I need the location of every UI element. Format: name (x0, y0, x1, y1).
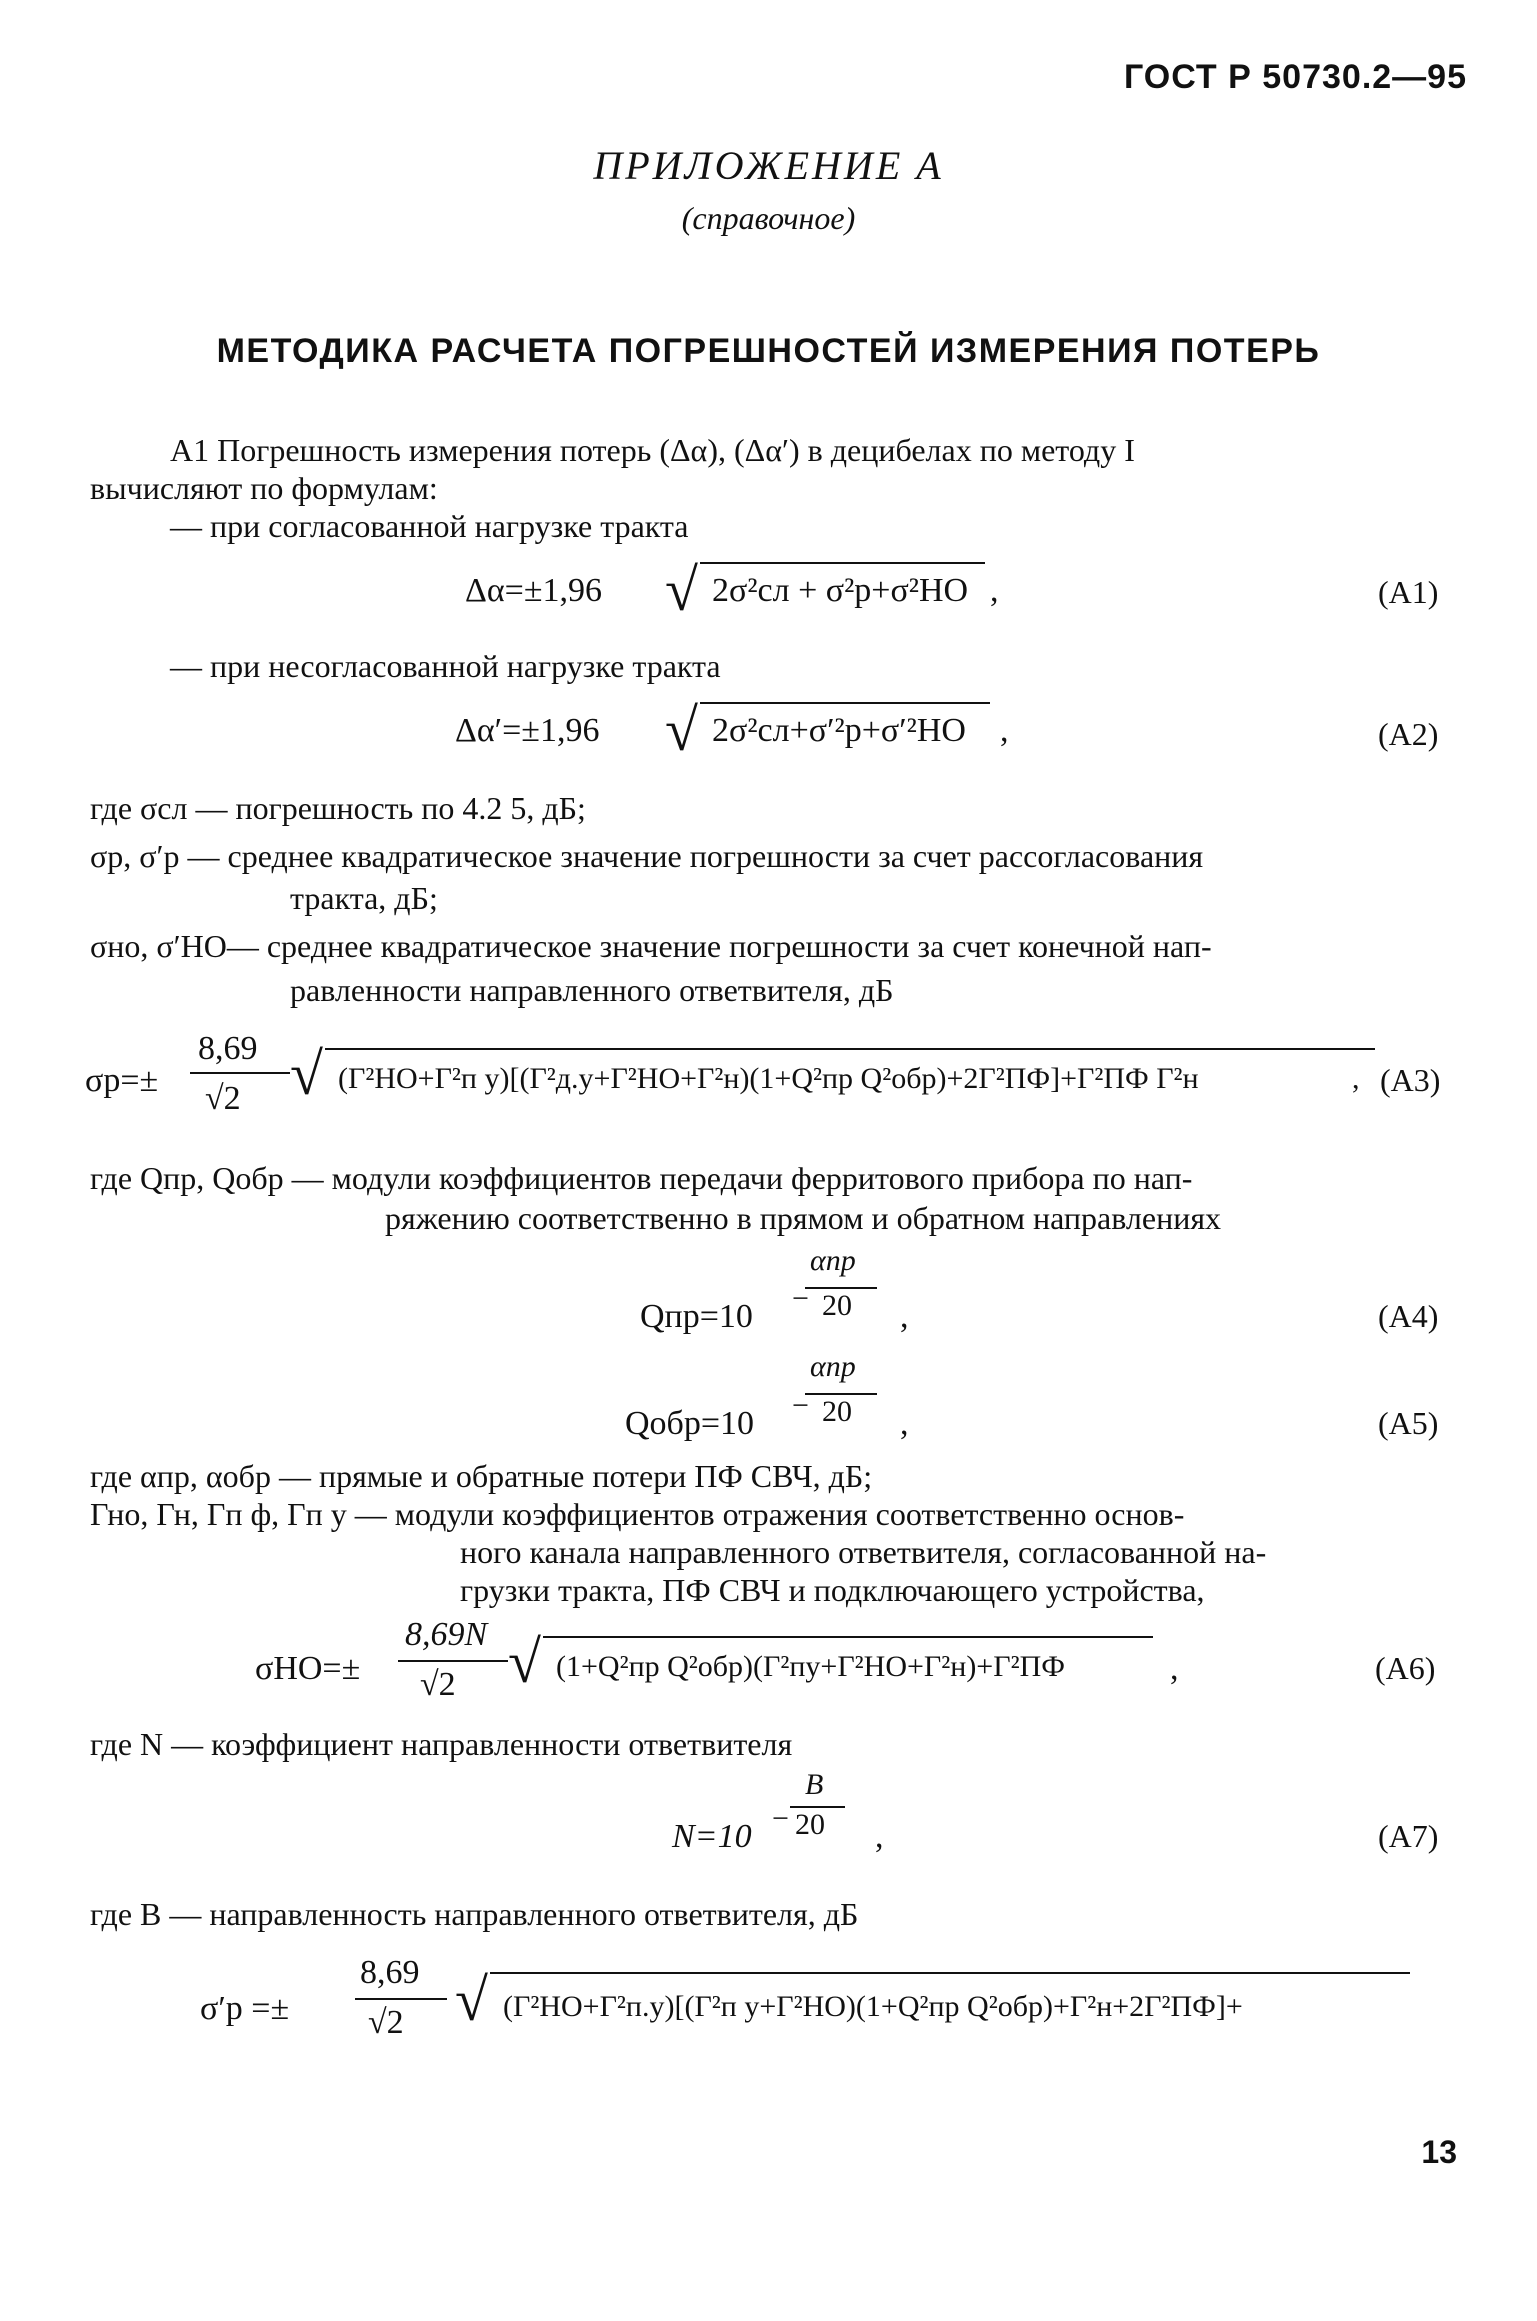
formula-a5-exp-den: 20 (822, 1395, 852, 1428)
radical-bar (490, 1972, 1410, 1974)
formula-a3-numerator: 8,69 (198, 1030, 258, 1067)
radical-bar (543, 1636, 1153, 1638)
formula-a8-denominator: √2 (368, 2004, 404, 2041)
formula-a3-lhs: σр=± (85, 1062, 159, 1099)
formula-a7-exp-den: 20 (795, 1808, 825, 1841)
formula-a7-comma: , (875, 1818, 884, 1855)
fraction-line (398, 1660, 508, 1662)
def-alpha: где αпр, αобр — прямые и обратные потери ПФ СВЧ, дБ; (90, 1458, 873, 1494)
formula-a6-number: (А6) (1375, 1650, 1436, 1686)
sqrt-icon: √ (665, 697, 698, 763)
formula-a6-comma: , (1170, 1650, 1179, 1687)
def-sigma-r-line1: σр, σ′р — среднее квадратическое значение погрешности за счет рассогласования (90, 838, 1204, 874)
formula-a4-number: (А4) (1378, 1298, 1439, 1334)
def-gamma-line1: Гно, Гн, Гп ф, Гп у — модули коэффициентов отражения соответственно основ- (90, 1496, 1185, 1532)
formula-a2-number: (А2) (1378, 716, 1439, 752)
formula-a8-lhs: σ′р =± (200, 1990, 290, 2027)
appendix-subtitle: (справочное) (681, 200, 856, 236)
formula-a1-comma: , (990, 572, 999, 609)
formula-a8-numerator: 8,69 (360, 1954, 420, 1991)
formula-a6-numerator: 8,69N (405, 1616, 488, 1653)
formula-a8-radicand: (Г²НО+Г²п.у)[(Г²п у+Г²НО)(1+Q²пр Q²обр)+Г²н+2Г²ПФ]+ (503, 1990, 1243, 2023)
formula-a5-number: (А5) (1378, 1405, 1439, 1441)
sqrt-icon: √ (508, 1629, 541, 1695)
formula-a5-exp-num: αпр (810, 1350, 856, 1383)
standard-header: ГОСТ Р 50730.2—95 (1123, 58, 1467, 96)
minus-sign: − (772, 1802, 789, 1835)
formula-a4-exp-den: 20 (822, 1289, 852, 1322)
formula-a3-denominator: √2 (205, 1080, 241, 1117)
def-q-line2: ряжению соответственно в прямом и обратном направлениях (385, 1200, 1222, 1236)
intro-line-2: вычисляют по формулам: (90, 470, 438, 506)
formula-a2-lhs: Δα′=±1,96 (455, 712, 600, 749)
intro-line-1: А1 Погрешность измерения потерь (Δα), (Δα′) в децибелах по методу I (170, 432, 1135, 468)
intro-case-1: — при согласованной нагрузке тракта (170, 508, 689, 544)
formula-a1-radicand: 2σ²сл + σ²р+σ²НО (712, 572, 969, 609)
def-sigma-no-line1: σно, σ′НО— среднее квадратическое значение погрешности за счет конечной нап- (90, 928, 1212, 964)
formula-a6-lhs: σНО=± (255, 1650, 361, 1687)
def-gamma-line3: грузки тракта, ПФ СВЧ и подключающего устройства, (460, 1572, 1205, 1608)
radical-bar (700, 702, 990, 704)
formula-a4-comma: , (900, 1298, 909, 1335)
formula-a6-denominator: √2 (420, 1666, 456, 1703)
formula-a3-number: (А3) (1380, 1062, 1441, 1098)
intro-case-2: — при несогласованной нагрузке тракта (170, 648, 721, 684)
minus-sign: − (792, 1282, 809, 1315)
sqrt-icon: √ (455, 1967, 488, 2033)
def-sigma-no-line2: равленности направленного ответвителя, дБ (290, 972, 894, 1008)
main-title: МЕТОДИКА РАСЧЕТА ПОГРЕШНОСТЕЙ ИЗМЕРЕНИЯ ПОТЕРЬ (216, 332, 1321, 370)
fraction-line (355, 1998, 447, 2000)
def-q-line1: где Qпр, Qобр — модули коэффициентов передачи ферритового прибора по нап- (90, 1160, 1193, 1196)
page-number: 13 (1421, 2134, 1457, 2170)
def-sigma-r-line2: тракта, дБ; (290, 880, 438, 916)
formula-a4-exp-num: αпр (810, 1244, 856, 1277)
formula-a7-lhs: N=10 (672, 1818, 752, 1855)
formula-a5-lhs: Qобр=10 (625, 1405, 755, 1442)
radical-bar (700, 562, 985, 564)
fraction-line (190, 1072, 290, 1074)
formula-a1-lhs: Δα=±1,96 (465, 572, 603, 609)
formula-a1-number: (А1) (1378, 574, 1439, 610)
formula-a5-comma: , (900, 1405, 909, 1442)
formula-a3-radicand: (Г²НО+Г²п у)[(Г²д.у+Г²НО+Г²н)(1+Q²пр Q²обр)+2Г²ПФ]+Г²ПФ Г²н (338, 1062, 1199, 1095)
appendix-title: ПРИЛОЖЕНИЕ А (593, 143, 944, 188)
formula-a2-comma: , (1000, 712, 1009, 749)
formula-a7-number: (А7) (1378, 1818, 1439, 1854)
def-n: где N — коэффициент направленности ответвителя (90, 1726, 793, 1762)
radical-bar (325, 1048, 1375, 1050)
sqrt-icon: √ (290, 1041, 323, 1107)
formula-a7-exp-num: B (805, 1768, 824, 1801)
def-sigma-sl: где σсл — погрешность по 4.2 5, дБ; (90, 790, 586, 826)
def-b: где B — направленность направленного ответвителя, дБ (90, 1896, 859, 1932)
formula-a6-radicand: (1+Q²пр Q²обр)(Г²пу+Г²НО+Г²н)+Г²ПФ (556, 1650, 1065, 1683)
def-gamma-line2: ного канала направленного ответвителя, согласованной на- (460, 1534, 1267, 1570)
formula-a4-lhs: Qпр=10 (640, 1298, 753, 1335)
formula-a2-radicand: 2σ²сл+σ′²р+σ′²НО (712, 712, 966, 749)
formula-a3-comma: , (1352, 1062, 1360, 1095)
minus-sign: − (792, 1389, 809, 1422)
sqrt-icon: √ (665, 557, 698, 623)
